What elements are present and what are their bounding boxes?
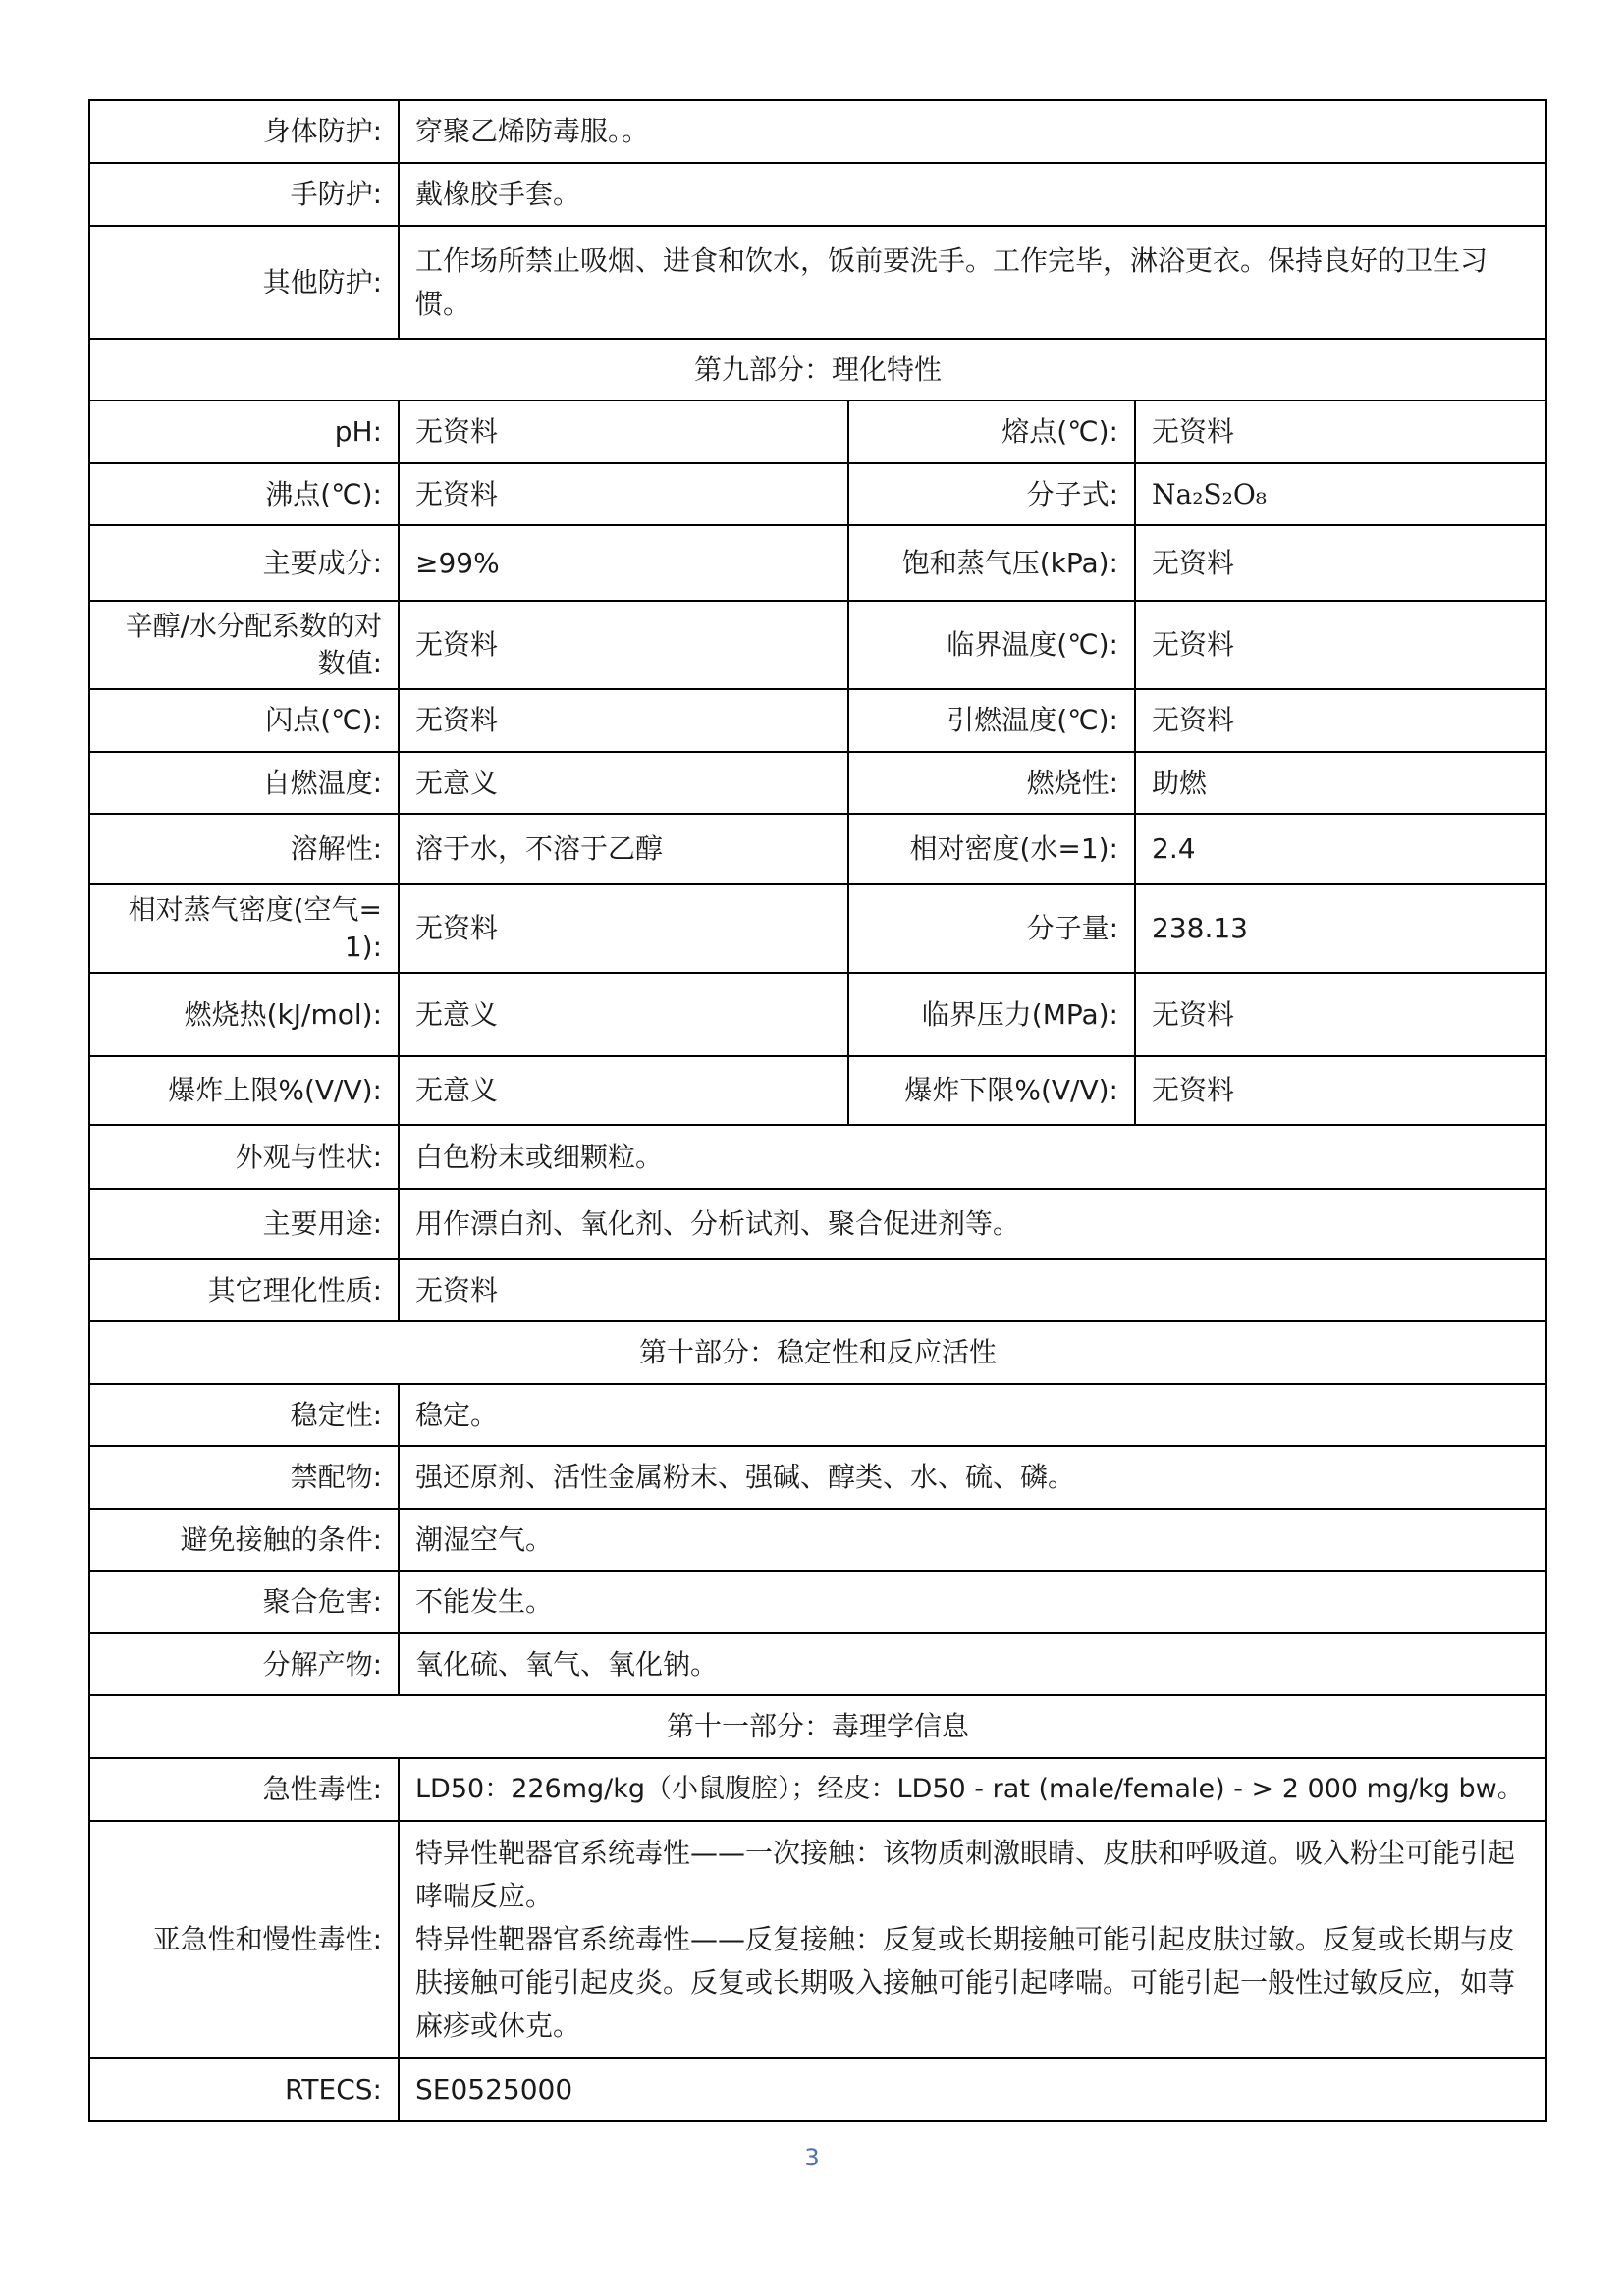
molecular-formula-value: Na₂S₂O₈ [1135, 463, 1546, 525]
property-value: ≥99% [399, 525, 848, 601]
property-value: 无资料 [399, 463, 848, 525]
decomposition-value: 氧化硫、氧气、氧化钠。 [399, 1633, 1546, 1695]
property-row [89, 884, 1546, 973]
chronic-toxicity-value [399, 1821, 1546, 2058]
body-protection-value: 穿聚乙烯防毒服。。 [399, 100, 1546, 163]
polymerization-row [89, 1571, 1546, 1633]
acute-toxicity-value: LD50：226mg/kg（小鼠腹腔）；经皮：LD50 - rat (male/female) - > 2 000 mg/kg bw。 [399, 1758, 1546, 1821]
property-label: 临界压力(MPa): [848, 973, 1135, 1056]
acute-toxicity-label: 急性毒性: [89, 1758, 399, 1821]
rtecs-row [89, 2058, 1546, 2121]
property-label: 分子量: [848, 884, 1135, 973]
incompatible-row [89, 1446, 1546, 1509]
property-row [89, 752, 1546, 814]
decomposition-label: 分解产物: [89, 1633, 399, 1695]
section11-title: 第十一部分：毒理学信息 [89, 1695, 1546, 1758]
property-label: 沸点(℃): [89, 463, 399, 525]
property-row [89, 689, 1546, 752]
other-protection-value: 工作场所禁止吸烟、进食和饮水，饭前要洗手。工作完毕，淋浴更衣。保持良好的卫生习惯。 [399, 226, 1546, 339]
section11-header-row [89, 1695, 1546, 1758]
appearance-label: 外观与性状: [89, 1125, 399, 1189]
incompatible-label: 禁配物: [89, 1446, 399, 1509]
property-value: 溶于水，不溶于乙醇 [399, 814, 848, 884]
msds-sheet [88, 99, 1545, 2122]
incompatible-value: 强还原剂、活性金属粉末、强碱、醇类、水、硫、磷。 [399, 1446, 1546, 1509]
polymerization-label: 聚合危害: [89, 1571, 399, 1633]
property-label: 辛醇/水分配系数的对数值: [89, 601, 399, 689]
stability-row [89, 1384, 1546, 1446]
property-label: 爆炸下限%(V/V): [848, 1056, 1135, 1125]
hand-protection-row [89, 163, 1546, 226]
property-value: 无资料 [399, 601, 848, 689]
property-value: 无资料 [1135, 973, 1546, 1056]
section9-header-row [89, 339, 1546, 400]
chronic-single-exposure-text: 特异性靶器官系统毒性——一次接触：该物质刺激眼睛、皮肤和呼吸道。吸入粉尘可能引起哮喘反应。 [415, 1837, 1516, 1912]
property-row [89, 525, 1546, 601]
property-label: 燃烧热(kJ/mol): [89, 973, 399, 1056]
main-use-label: 主要用途: [89, 1189, 399, 1259]
property-label: 闪点(℃): [89, 689, 399, 752]
section10-title: 第十部分：稳定性和反应活性 [89, 1321, 1546, 1384]
main-use-row [89, 1189, 1546, 1259]
property-label: 溶解性: [89, 814, 399, 884]
chronic-repeated-exposure-text: 特异性靶器官系统毒性——反复接触：反复或长期接触可能引起皮肤过敏。反复或长期与皮肤接触可能引起皮炎。反复或长期吸入接触可能引起哮喘。可能引起一般性过敏反应，如荨麻疹或休克。 [415, 1923, 1516, 2042]
section9-title: 第九部分：理化特性 [89, 339, 1546, 400]
property-value: 无资料 [1135, 689, 1546, 752]
hand-protection-value: 戴橡胶手套。 [399, 163, 1546, 226]
main-use-value: 用作漂白剂、氧化剂、分析试剂、聚合促进剂等。 [399, 1189, 1546, 1259]
property-label: 引燃温度(℃): [848, 689, 1135, 752]
property-row [89, 973, 1546, 1056]
property-label: 分子式: [848, 463, 1135, 525]
other-properties-label: 其它理化性质: [89, 1259, 399, 1321]
property-value: 无意义 [399, 973, 848, 1056]
body-protection-label: 身体防护: [89, 100, 399, 163]
property-label: 爆炸上限%(V/V): [89, 1056, 399, 1125]
property-label: 自燃温度: [89, 752, 399, 814]
property-row [89, 601, 1546, 689]
polymerization-value: 不能发生。 [399, 1571, 1546, 1633]
other-protection-label: 其他防护: [89, 226, 399, 339]
other-properties-row [89, 1259, 1546, 1321]
appearance-row [89, 1125, 1546, 1189]
property-label: 饱和蒸气压(kPa): [848, 525, 1135, 601]
property-value: 无意义 [399, 1056, 848, 1125]
rtecs-value: SE0525000 [399, 2058, 1546, 2121]
decomposition-row [89, 1633, 1546, 1695]
property-label: 燃烧性: [848, 752, 1135, 814]
property-label: 熔点(℃): [848, 400, 1135, 463]
appearance-value: 白色粉末或细颗粒。 [399, 1125, 1546, 1189]
property-label: pH: [89, 400, 399, 463]
avoid-conditions-value: 潮湿空气。 [399, 1509, 1546, 1571]
stability-value: 稳定。 [399, 1384, 1546, 1446]
property-row [89, 463, 1546, 525]
page-number: 3 [804, 2144, 820, 2171]
property-value: 无资料 [399, 400, 848, 463]
avoid-conditions-label: 避免接触的条件: [89, 1509, 399, 1571]
property-row [89, 814, 1546, 884]
hand-protection-label: 手防护: [89, 163, 399, 226]
property-value: 2.4 [1135, 814, 1546, 884]
property-value: 助燃 [1135, 752, 1546, 814]
property-value: 无意义 [399, 752, 848, 814]
property-label: 相对密度(水=1): [848, 814, 1135, 884]
property-value: 无资料 [399, 884, 848, 973]
property-value: 无资料 [399, 689, 848, 752]
avoid-conditions-row [89, 1509, 1546, 1571]
chronic-toxicity-row [89, 1821, 1546, 2058]
acute-toxicity-row [89, 1758, 1546, 1821]
property-value: 无资料 [1135, 601, 1546, 689]
section10-header-row [89, 1321, 1546, 1384]
property-value: 238.13 [1135, 884, 1546, 973]
msds-table [88, 99, 1547, 2122]
property-value: 无资料 [1135, 400, 1546, 463]
stability-label: 稳定性: [89, 1384, 399, 1446]
property-row [89, 400, 1546, 463]
property-row [89, 1056, 1546, 1125]
property-label: 临界温度(℃): [848, 601, 1135, 689]
rtecs-label: RTECS: [89, 2058, 399, 2121]
body-protection-row [89, 100, 1546, 163]
property-label: 相对蒸气密度(空气=1): [89, 884, 399, 973]
chronic-toxicity-label: 亚急性和慢性毒性: [89, 1821, 399, 2058]
other-properties-value: 无资料 [399, 1259, 1546, 1321]
other-protection-row [89, 226, 1546, 339]
property-value: 无资料 [1135, 1056, 1546, 1125]
property-label: 主要成分: [89, 525, 399, 601]
property-value: 无资料 [1135, 525, 1546, 601]
